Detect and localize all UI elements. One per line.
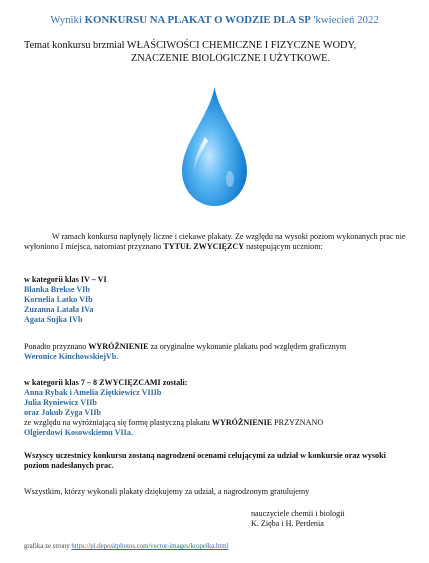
winner-name: Zuzanna Latała IVa <box>24 304 94 314</box>
winner-name: Anna Rybak i Amelia Ziętkiewicz VIIIb <box>24 387 162 397</box>
water-drop-icon <box>178 85 251 210</box>
group2-heading: w kategorii klas 7 – 8 ZWYCIĘZCAMI zostali: <box>24 378 188 387</box>
group1-heading: w kategorii klas IV – VI <box>24 275 107 284</box>
topic-line-2: ZNACZENIE BIOLOGICZNE I UŻYTKOWE. <box>131 53 331 64</box>
signature <box>251 509 345 529</box>
winner-name: Kornelia Latko VIb <box>24 294 93 304</box>
topic-line-1: Temat konkursu brzmiał WŁAŚCIWOŚCI CHEMICZNE I FIZYCZNE WODY, <box>24 40 357 51</box>
signature-role: nauczyciele chemii i biologii <box>251 509 345 518</box>
winner-name: Agata Sujka IVb <box>24 314 83 324</box>
group1-section <box>24 275 409 325</box>
winner-name: Blanka Brekse VIb <box>24 284 90 294</box>
credit-link[interactable]: https://pl.depositphotos.com/vector-images/kropelka.html <box>71 543 229 550</box>
title-bold: KONKURSU NA PLAKAT O WODZIE DLA SP <box>84 14 311 26</box>
signature-names: K. Zięba i H. Perdenia <box>251 519 324 528</box>
intro-bold: TYTUŁ ZWYCIĘZCY <box>163 241 245 251</box>
winner-name: Julia Ryniewicz VIIb <box>24 397 97 407</box>
winner-name: oraz Jakub Zyga VIIb <box>24 407 101 417</box>
group2-section: w kategorii klas 7 – 8 ZWYCIĘZCAMI zostali: Anna Rybak i Amelia Ziętkiewicz VIIIb Julia Ryniewicz VIIb oraz Jakub Zyga VIIb ze względu na wyróżniającą się formę plastyczną plakatu WYRÓŻNIENIE PRZYZNANO Olgierdowi Kosowskiemu VIIa. <box>24 378 409 437</box>
summary-paragraph: Wszyscy uczestnicy konkursu zostaną nagrodzeni ocenami celującymi za udział w konkursie oraz wysoki poziom nadesłanych prac. <box>24 451 386 470</box>
thanks-line: Wszystkim, którzy wykonali plakaty dziękujemy za udział, a nagrodzonym gratulujemy <box>24 487 310 496</box>
title-suffix: 'kwiecień 2022 <box>310 14 379 26</box>
award-name: Olgierdowi Kosowskiemu VIIa. <box>24 427 133 437</box>
title-prefix: Wyniki <box>50 14 85 26</box>
special-award: Ponadto przyznano WYRÓŻNIENIE za oryginalne wykonanie plakatu pod względem graficznym Weronice KinchowskiejVb. <box>24 342 409 362</box>
special-award-name: Weronice KinchowskiejVb. <box>24 351 119 361</box>
image-credit: grafika ze strony https://pl.depositphotos.com/vector-images/kropelka.html <box>24 543 229 550</box>
page-title <box>0 14 429 26</box>
intro-paragraph: W ramach konkursu napłynęły liczne i ciekawe plakaty. Ze względu na wysoki poziom wykonanych prac nie wyłoniono I miejsca, natomiast przyznano TYTUŁ ZWYCIĘZCY następującym uczniom: <box>24 232 406 251</box>
